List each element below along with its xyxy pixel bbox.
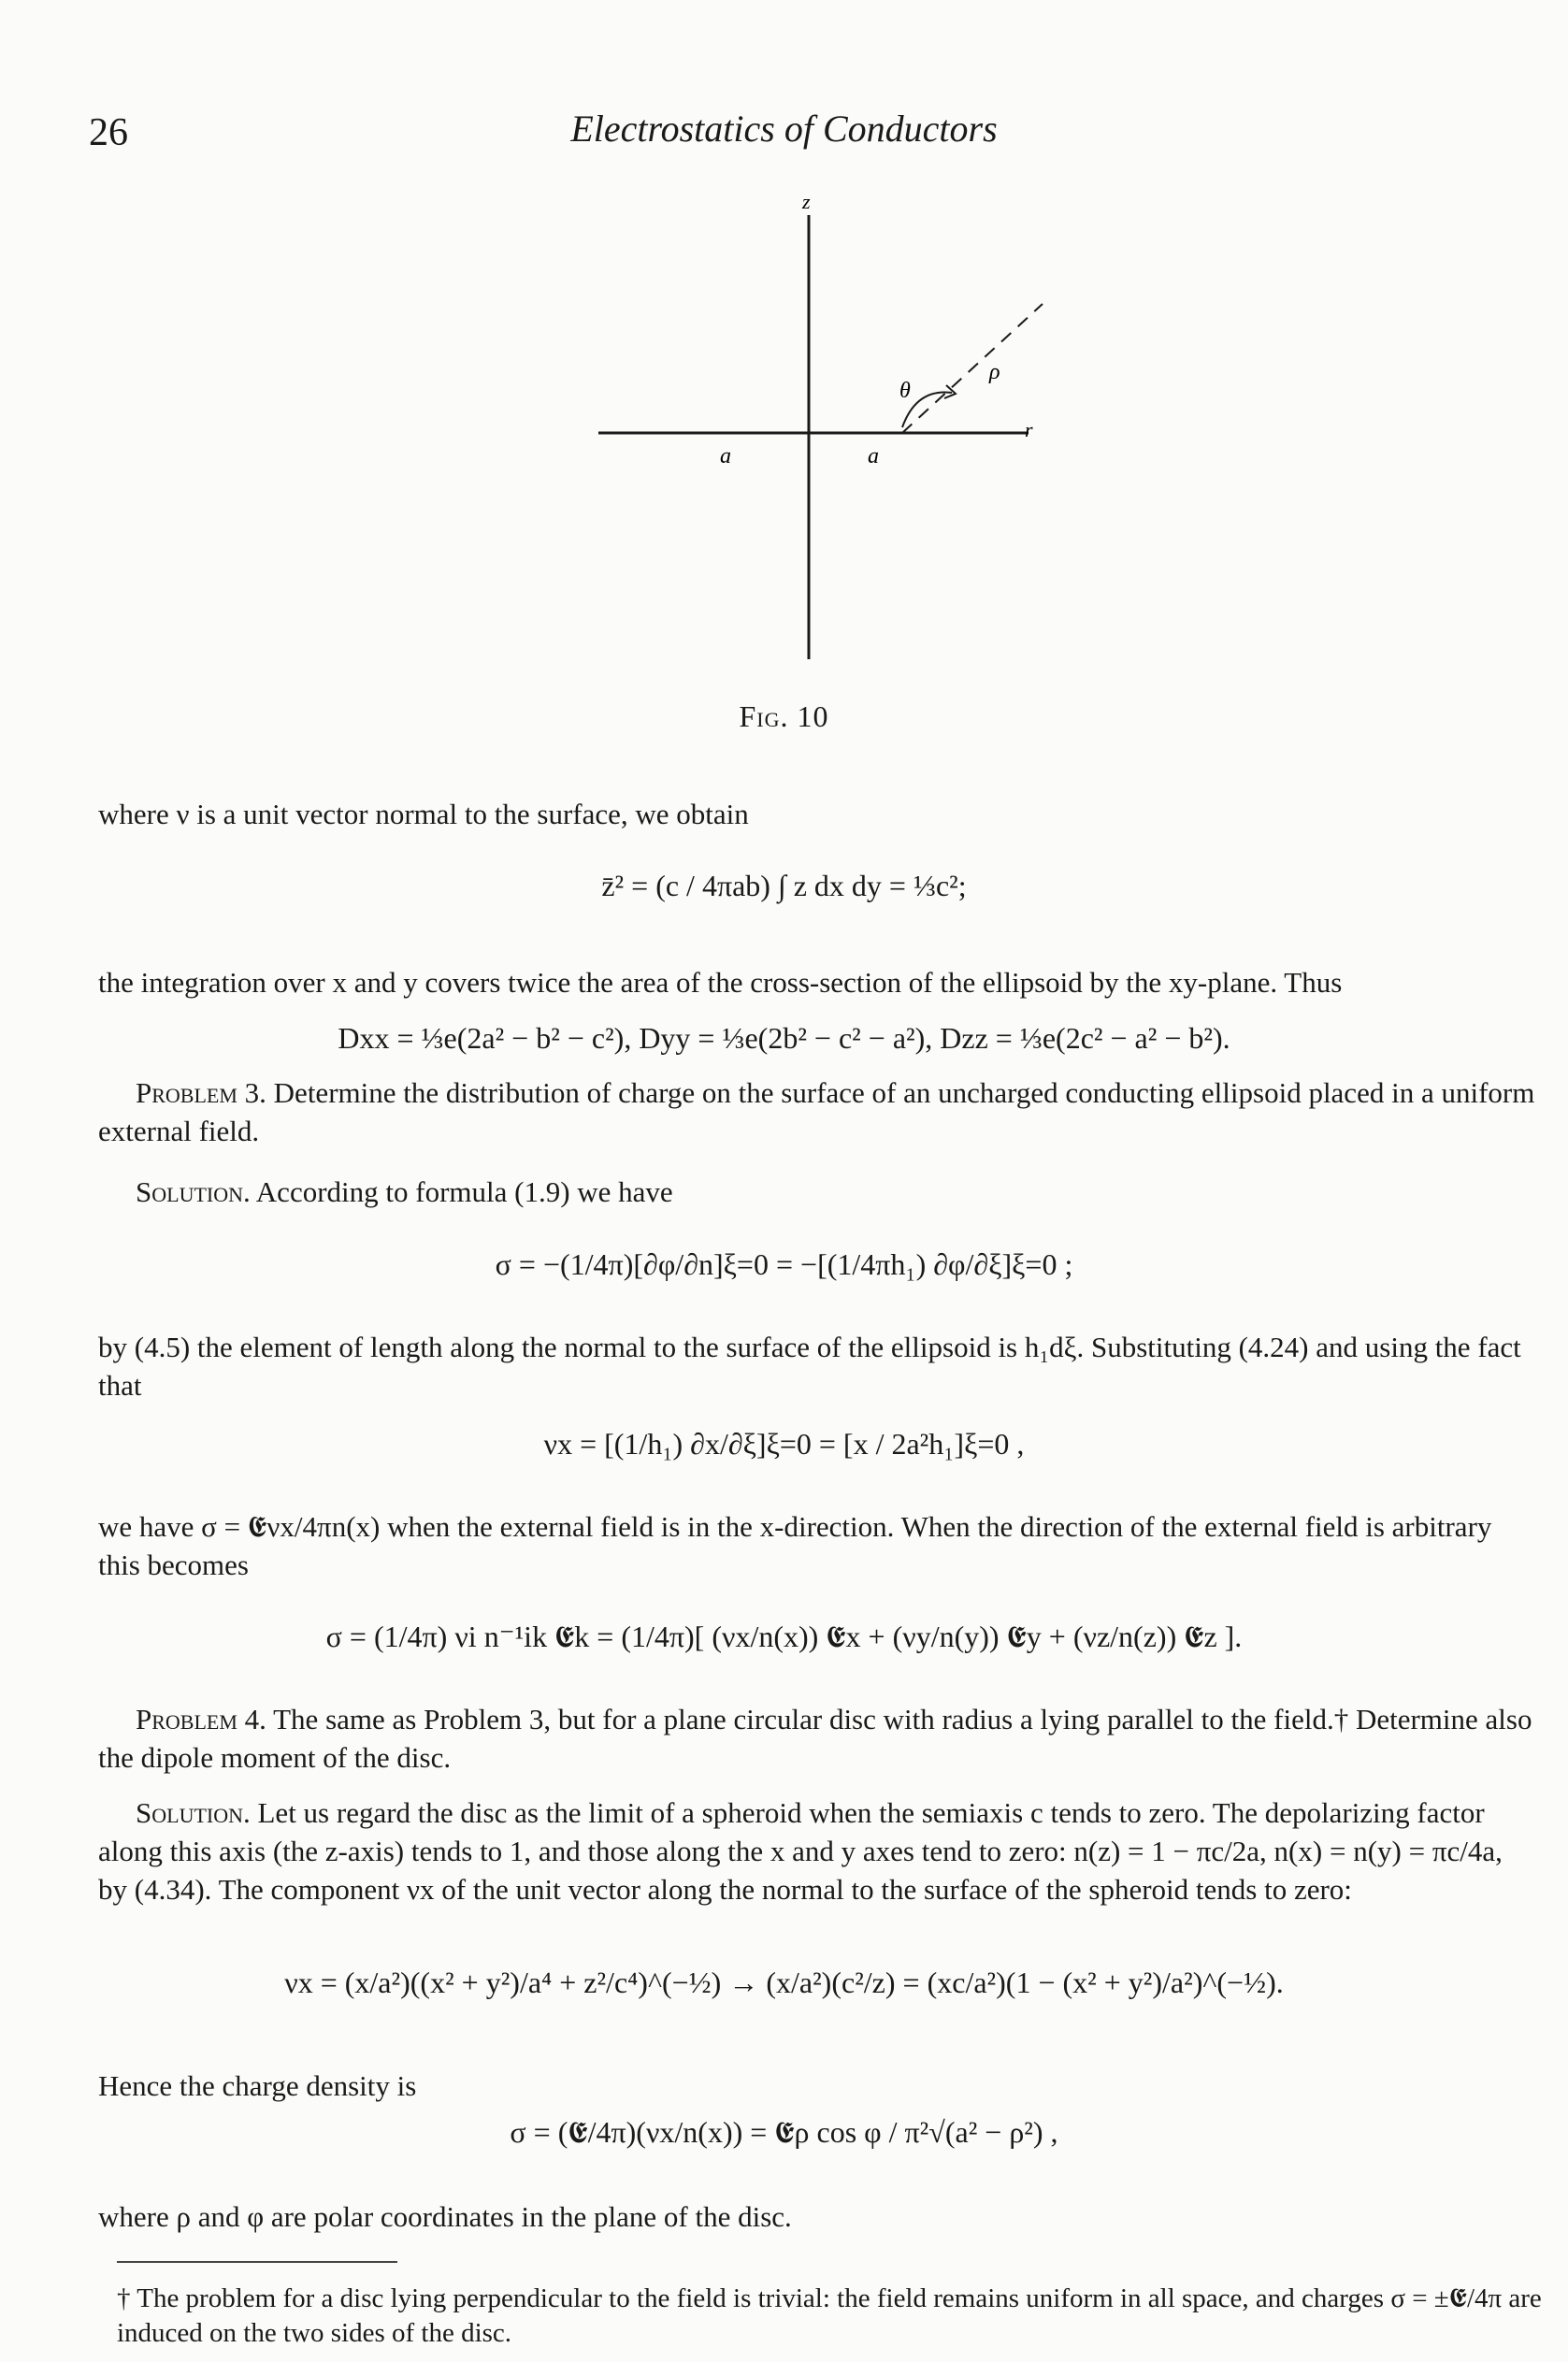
a-left-label: a <box>720 444 731 468</box>
figure-caption: Fig. 10 <box>739 699 829 733</box>
rho-dashed-line <box>902 304 1043 433</box>
paragraph-2: the integration over x and y covers twice the area of the cross-section of the ellipsoid by the xy-plane. Thus <box>98 966 1343 999</box>
solution-4-label: Solution. <box>136 1796 251 1829</box>
r-axis-label: r <box>1025 418 1033 441</box>
solution-3-label: Solution. <box>136 1175 251 1208</box>
solution-3-text: According to formula (1.9) we have <box>255 1175 673 1208</box>
figure-10-diagram <box>542 192 1066 678</box>
solution-4-text: Let us regard the disc as the limit of a spheroid when the semiaxis c tends to zero. The depolarizing factor along this axis (the z-axis) tends to 1, and those along the x and y axes tend to zero: n(z) = 1 − πc/2a, n(x) = n(y) = πc/4a, by (4.34). The component νx of the unit vector along the normal to the surface of the spheroid tends to zero: <box>98 1796 1503 1906</box>
footnote: † The problem for a disc lying perpendicular to the field is trivial: the field remains uniform in all space, and charges σ = ±𝕰/4π are induced on the two sides of the disc. <box>117 2283 1542 2348</box>
paragraph-1: where ν is a unit vector normal to the surface, we obtain <box>98 798 749 830</box>
running-title: Electrostatics of Conductors <box>570 108 998 150</box>
rho-label: ρ <box>989 360 1000 384</box>
equation-7: σ = (𝕰/4π)(νx/n(x)) = 𝕰ρ cos φ / π²√(a² − ρ²) , <box>510 2115 1058 2149</box>
paragraph-6: where ρ and φ are polar coordinates in the plane of the disc. <box>98 2200 792 2233</box>
paragraph-4: we have σ = 𝕰νx/4πn(x) when the external field is in the x-direction. When the direction of the external field is arbitrary this becomes <box>98 1510 1492 1581</box>
equation-2: Dxx = ⅓e(2a² − b² − c²), Dyy = ⅓e(2b² − c² − a²), Dzz = ⅓e(2c² − a² − b²). <box>338 1021 1230 1055</box>
problem-3-label: Problem 3. <box>136 1076 266 1109</box>
equation-5: σ = (1/4π) νi n⁻¹ik 𝕰k = (1/4π)[ (νx/n(x)) 𝕰x + (νy/n(y)) 𝕰y + (νz/n(z)) 𝕰z ]. <box>325 1620 1243 1653</box>
problem-4-text: The same as Problem 3, but for a plane circular disc with radius a lying parallel to the field.† Determine also the dipole moment of the disc. <box>98 1703 1532 1774</box>
z-axis-label: z <box>802 192 811 213</box>
solution-3 <box>98 1173 1538 1211</box>
solution-4 <box>98 1793 1538 1908</box>
problem-3-text: Determine the distribution of charge on the surface of an uncharged conducting ellipsoid placed in a uniform external field. <box>98 1076 1535 1147</box>
problem-4 <box>98 1700 1538 1777</box>
equation-4: νx = [(1/h₁) ∂x/∂ξ]ξ=0 = [x / 2a²h₁]ξ=0 , <box>543 1427 1025 1461</box>
paragraph-3: by (4.5) the element of length along the normal to the surface of the ellipsoid is h₁dξ. Substituting (4.24) and using the fact that <box>98 1331 1521 1402</box>
problem-4-label: Problem 4. <box>136 1703 266 1735</box>
equation-1: z̄² = (c / 4πab) ∫ z dx dy = ⅓c²; <box>601 869 967 902</box>
page-number: 26 <box>89 111 128 154</box>
a-right-label: a <box>868 444 879 468</box>
paragraph-5: Hence the charge density is <box>98 2069 417 2102</box>
theta-label: θ <box>899 379 911 403</box>
equation-6: νx = (x/a²)((x² + y²)/a⁴ + z²/c⁴)^(−½) → (x/a²)(c²/z) = (xc/a²)(1 − (x² + y²)/a²)^(−½). <box>284 1966 1284 1999</box>
footnote-rule <box>117 2261 397 2263</box>
problem-3 <box>98 1073 1538 1150</box>
equation-3: σ = −(1/4π)[∂φ/∂n]ξ=0 = −[(1/4πh₁) ∂φ/∂ξ]ξ=0 ; <box>495 1247 1073 1281</box>
